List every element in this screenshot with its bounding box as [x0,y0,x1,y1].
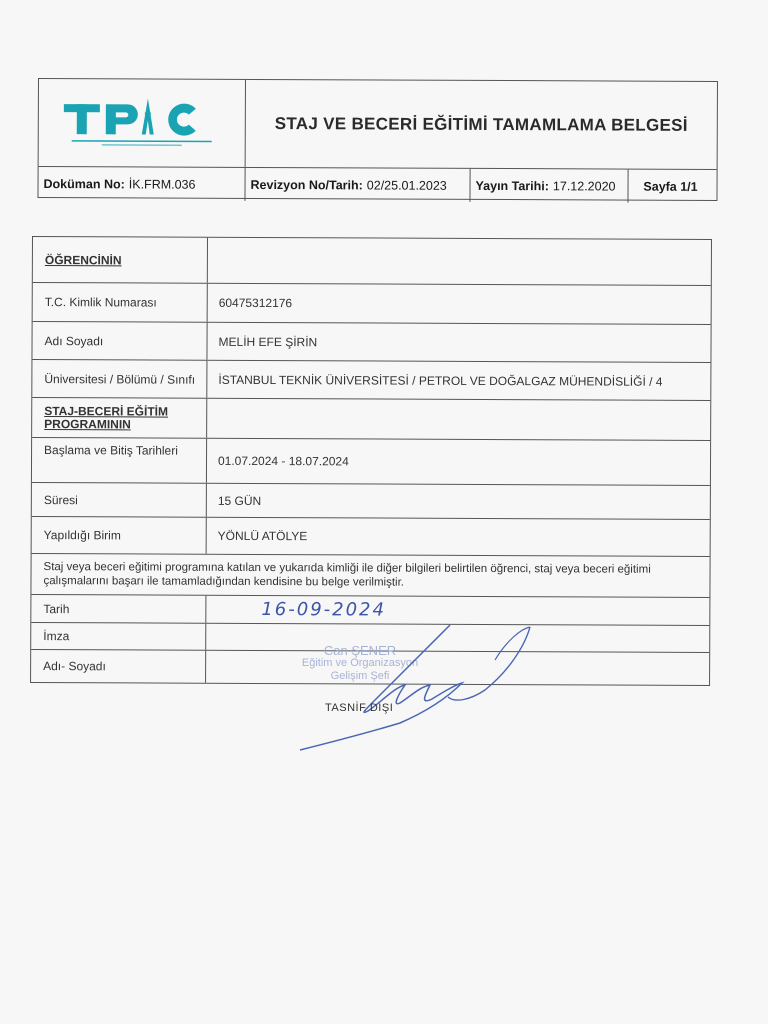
university-label: Üniversitesi / Bölümü / Sınıfı [32,360,207,398]
signature-label: İmza [31,623,206,650]
duration-value: 15 GÜN [217,493,262,508]
doc-no-cell [38,167,245,201]
revision-value: 02/25.01.2023 [366,177,447,193]
unit-row [32,517,710,557]
page-label: Sayfa 1/1 [643,179,698,194]
publish-date-cell [470,169,628,203]
document-header [37,78,718,201]
program-section-title-1: STAJ-BECERİ EĞİTİM [44,403,169,419]
statement-row [31,554,709,598]
dates-label: Başlama ve Bitiş Tarihleri [32,438,207,483]
student-section-row [33,237,711,286]
id-label: T.C. Kimlik Numarası [33,283,208,322]
name-row [32,322,710,363]
publish-label: Yayın Tarihi: [475,178,549,193]
date-label: Tarih [31,595,206,623]
handwritten-signature [280,615,550,755]
university-value: İSTANBUL TEKNİK ÜNİVERSİTESİ / PETROL VE DOĞALGAZ MÜHENDİSLİĞİ / 4 [218,372,663,389]
id-row [33,283,711,325]
student-section-title: ÖĞRENCİNİN [44,252,122,267]
dates-value: 01.07.2024 - 18.07.2024 [217,453,349,469]
document-title: STAJ VE BECERİ EĞİTİMİ TAMAMLAMA BELGESİ [274,113,688,135]
program-section-row [32,398,710,441]
id-value: 60475312176 [218,295,293,311]
revision-label: Revizyon No/Tarih: [250,177,363,192]
name-value: MELİH EFE ŞİRİN [218,334,318,349]
tpic-logo-icon [62,94,222,153]
publish-value: 17.12.2020 [552,178,616,194]
page-cell [628,170,716,203]
doc-no-value: İK.FRM.036 [128,176,196,192]
unit-value: YÖNLÜ ATÖLYE [217,528,308,544]
duration-row [32,483,710,520]
unit-label: Yapıldığı Birim [32,517,207,554]
signoff-name-label: Adı- Soyadı [31,650,206,683]
name-label: Adı Soyadı [32,322,207,360]
handwritten-date: 16-09-2024 [261,599,387,621]
doc-no-label: Doküman No: [43,176,125,191]
stamp-line-2: Gelişim Şefi [330,670,390,682]
statement-text: Staj veya beceri eğitimi programına katılan ve yukarıda kimliği ile diğer bilgileri belirtilen öğrenci, staj veya beceri eğitimi çalışmalarını başarı ile tamamladığından kendisine bu belge verilmiştir. [43,561,651,589]
company-logo [39,79,246,167]
classification-label: TASNİF DIŞI [325,702,394,714]
stamp-line-1: Eğitim ve Organizasyon [301,657,419,669]
dates-row [32,438,710,486]
document-meta-row [38,166,716,203]
stamp-name: Can ŞENER [323,643,397,658]
revision-cell [245,168,470,202]
program-section-title-2: PROGRAMININ [44,416,131,431]
duration-label: Süresi [32,483,207,517]
university-row [32,360,710,401]
